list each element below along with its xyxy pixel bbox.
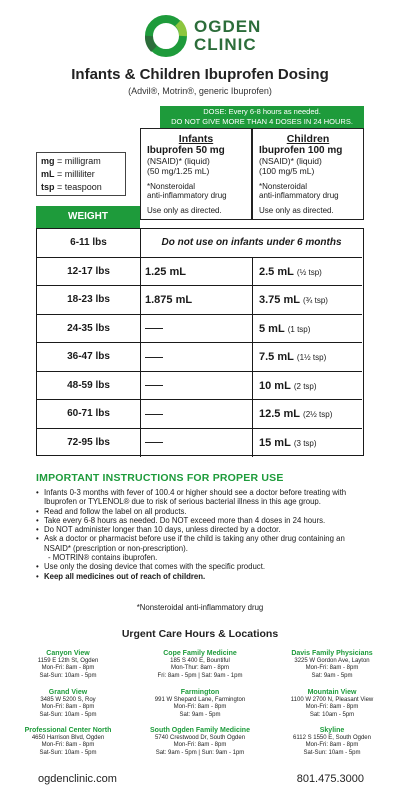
location-hours: Mon-Fri: 8am - 8pm — [41, 742, 95, 749]
phone-number[interactable]: 801.475.3000 — [296, 773, 364, 785]
location-address: 6112 S 1550 E, South Ogden — [293, 735, 371, 741]
nsaid-footnote: *Nonsteroidal anti-inflammatory drug — [136, 603, 264, 612]
location-hours: Sat-Sun: 10am - 5pm — [39, 711, 97, 718]
location-hours: Mon-Fri: 8am - 8pm — [41, 704, 95, 711]
location-south-ogden-family-medicine — [140, 727, 260, 757]
infants-heading: Infants — [178, 133, 214, 145]
bullet: • — [36, 515, 39, 525]
children-note-3: Use only as directed. — [259, 206, 334, 215]
bullet: • — [36, 506, 39, 516]
location-cope-family-medicine — [140, 650, 260, 680]
logo-line-1: OGDEN — [194, 17, 262, 36]
instruction-item — [36, 553, 366, 562]
instructions-title: IMPORTANT INSTRUCTIONS FOR PROPER USE — [36, 472, 284, 484]
children-dose: 15 mL — [259, 436, 291, 449]
children-dose-cell — [253, 343, 362, 371]
infants-drug: Ibuprofen 50 mg — [147, 145, 225, 156]
location-address: 1100 W 2700 N, Pleasant View — [290, 697, 374, 703]
urgent-care-title: Urgent Care Hours & Locations — [121, 628, 279, 640]
children-dose-cell — [253, 400, 362, 428]
location-mountain-view — [272, 689, 392, 719]
location-hours: Mon-Fri: 8am - 8pm — [305, 704, 359, 711]
infants-dose-cell: 1.875 mL — [141, 286, 253, 314]
table-row — [37, 315, 362, 344]
location-name: Mountain View — [307, 689, 357, 696]
instruction-text: Ask a doctor or pharmacist before use if the child is taking any other drug containing an NSAID* (prescription or non-prescription). — [44, 534, 345, 553]
infants-dose-cell — [141, 429, 253, 458]
location-name: Farmington — [180, 689, 220, 696]
location-name: Grand View — [48, 689, 88, 696]
infants-dose-cell — [141, 343, 253, 371]
infants-note-3: Use only as directed. — [147, 206, 222, 215]
children-dose: 2.5 mL — [259, 265, 294, 278]
table-row — [37, 372, 362, 401]
infants-form: (NSAID)* (liquid) — [147, 156, 210, 166]
children-dose: 10 mL — [259, 379, 291, 392]
children-dose-cell — [253, 315, 362, 343]
children-dose: 3.75 mL — [259, 294, 300, 306]
bullet: • — [36, 571, 39, 581]
location-address: 3485 W 5200 S, Roy — [40, 697, 96, 703]
infants-dose-cell — [141, 315, 253, 343]
abbreviation-legend — [36, 152, 126, 196]
dose-banner — [160, 106, 364, 128]
location-farmington — [140, 689, 260, 719]
location-address: 3225 W Gordon Ave, Layton — [294, 658, 370, 664]
infants-note-2: anti-inflammatory drug — [147, 191, 227, 200]
instructions-list — [36, 488, 366, 581]
teaspoon-equivalent: (¾ tsp) — [303, 296, 328, 305]
instruction-item — [36, 516, 366, 525]
children-dose: 12.5 mL — [259, 408, 300, 420]
table-row — [37, 343, 362, 372]
instruction-text: Read and follow the label on all products. — [44, 506, 187, 516]
weight-cell: 6-11 lbs — [37, 229, 141, 257]
infants-note-1: *Nonsteroidal — [147, 182, 196, 191]
instruction-text: Use only the dosing device that comes with the specific product. — [44, 562, 266, 572]
logo-ring-icon — [144, 14, 188, 58]
location-skyline — [272, 727, 392, 757]
warning-cell: Do not use on infants under 6 months — [161, 237, 342, 248]
teaspoon-equivalent: (3 tsp) — [293, 438, 317, 448]
instruction-text: - MOTRIN® contains ibuprofen. — [48, 553, 158, 563]
logo-line-2: CLINIC — [194, 35, 257, 54]
children-form: (NSAID)* (liquid) — [259, 156, 322, 166]
abbr-meaning: milligram — [64, 156, 101, 166]
website-link[interactable]: ogdenclinic.com — [38, 773, 117, 785]
page-title: Infants & Children Ibuprofen Dosing — [71, 66, 329, 83]
location-hours: Sat: 10am - 5pm — [309, 711, 355, 718]
location-hours: Mon-Fri: 8am - 8pm — [173, 704, 227, 711]
location-name: Professional Center North — [24, 727, 112, 734]
children-dose-cell — [253, 372, 362, 400]
location-hours: Sat-Sun: 10am - 5pm — [303, 749, 361, 756]
table-row — [37, 286, 362, 315]
children-concentration: (100 mg/5 mL) — [259, 166, 315, 176]
not-applicable-dash — [145, 385, 163, 386]
infants-column-header — [140, 128, 252, 220]
table-row — [37, 400, 362, 429]
dose-banner-line-1: DOSE: Every 6-8 hours as needed. — [203, 107, 321, 116]
infants-dose-cell — [141, 372, 253, 400]
abbr-term: mg — [41, 156, 55, 166]
children-dose: 5 mL — [259, 322, 285, 335]
teaspoon-equivalent: (1 tsp) — [287, 324, 311, 334]
not-applicable-dash — [145, 328, 163, 329]
location-hours: Mon-Fri: 8am - 8pm — [41, 665, 95, 672]
location-address: 1159 E 12th St, Ogden — [37, 658, 99, 664]
location-hours: Sat: 9am - 5pm — [311, 672, 353, 679]
location-hours: Mon-Fri: 8am - 8pm — [305, 742, 359, 749]
teaspoon-equivalent: (½ tsp) — [296, 267, 322, 277]
location-name: South Ogden Family Medicine — [150, 727, 250, 734]
dose-banner-line-2: DO NOT GIVE MORE THAN 4 DOSES IN 24 HOURS. — [171, 117, 353, 126]
instruction-item — [36, 507, 366, 516]
abbr-term: tsp — [41, 182, 55, 192]
location-name: Skyline — [319, 727, 345, 734]
weight-cell: 60-71 lbs — [37, 400, 141, 428]
abbr-meaning: teaspoon — [64, 182, 102, 192]
location-hours: Sat-Sun: 10am - 5pm — [39, 749, 97, 756]
instruction-item — [36, 525, 366, 534]
bullet: • — [36, 525, 39, 535]
children-heading: Children — [286, 133, 330, 145]
table-row — [37, 429, 362, 458]
location-hours: Sat-Sun: 10am - 5pm — [39, 672, 97, 679]
location-name: Davis Family Physicians — [291, 650, 373, 657]
weight-cell: 18-23 lbs — [37, 286, 141, 314]
location-hours: Mon-Fri: 8am - 8pm — [305, 665, 359, 672]
not-applicable-dash — [145, 442, 163, 443]
teaspoon-equivalent: (2½ tsp) — [303, 410, 333, 419]
children-dose-cell — [253, 429, 362, 458]
weight-cell: 24-35 lbs — [37, 315, 141, 343]
instruction-text: Do NOT administer longer than 10 days, unless directed by a doctor. — [44, 525, 281, 535]
weight-cell: 72-95 lbs — [37, 429, 141, 458]
weight-cell: 48-59 lbs — [37, 372, 141, 400]
bullet: • — [36, 562, 39, 572]
teaspoon-equivalent: (1½ tsp) — [296, 353, 327, 362]
abbr-item: mL = milliliter — [41, 169, 95, 179]
infants-concentration: (50 mg/1.25 mL) — [147, 166, 210, 176]
bullet: • — [36, 488, 39, 497]
children-dose-cell — [253, 286, 362, 314]
abbr-term: mL — [41, 169, 55, 179]
location-davis-family-physicians — [272, 650, 392, 680]
children-drug: Ibuprofen 100 mg — [259, 145, 343, 156]
location-hours: Sat: 9am - 5pm — [179, 711, 221, 718]
abbr-item: mg = milligram — [41, 156, 101, 166]
dosing-table — [36, 228, 364, 456]
table-row — [37, 258, 362, 287]
logo-text — [194, 18, 261, 54]
instruction-text: Infants 0-3 months with fever of 100.4 or higher should see a doctor before treating with Ibuprofen or TYLENOL® due to risk of serious bacterial illness in this age group. — [44, 488, 347, 507]
instruction-text: Take every 6-8 hours as needed. Do NOT exceed more than 4 doses in 24 hours. — [44, 515, 326, 525]
location-canyon-view — [8, 650, 128, 680]
ogden-clinic-logo — [144, 14, 274, 58]
bullet: • — [36, 534, 39, 544]
location-hours: Mon-Fri: 8am - 8pm — [173, 742, 227, 749]
instruction-item — [36, 534, 366, 553]
location-address: 5740 Crestwood Dr, South Ogden — [154, 735, 246, 741]
children-dose: 7.5 mL — [259, 351, 294, 363]
abbr-meaning: milliliter — [64, 169, 95, 179]
children-column-header — [252, 128, 364, 220]
children-note-2: anti-inflammatory drug — [259, 191, 339, 200]
instruction-item — [36, 562, 366, 571]
location-address: 4650 Harrison Blvd, Ogden — [31, 735, 105, 741]
location-hours: Mon-Thur: 8am - 8pm — [170, 665, 230, 672]
instruction-item — [36, 488, 366, 507]
location-grand-view — [8, 689, 128, 719]
page-subtitle: (Advil®, Motrin®, generic Ibuprofen) — [128, 86, 272, 96]
not-applicable-dash — [145, 414, 163, 415]
weight-cell: 36-47 lbs — [37, 343, 141, 371]
teaspoon-equivalent: (2 tsp) — [293, 381, 317, 391]
instruction-item — [36, 572, 366, 581]
infants-dose-cell — [141, 400, 253, 428]
abbr-item: tsp = teaspoon — [41, 182, 102, 192]
location-name: Cope Family Medicine — [163, 650, 237, 657]
location-name: Canyon View — [46, 650, 90, 657]
not-applicable-dash — [145, 357, 163, 358]
table-row — [37, 229, 362, 258]
weight-column-header: WEIGHT — [36, 206, 140, 228]
infants-dose-cell: 1.25 mL — [141, 258, 253, 286]
location-hours: Fri: 8am - 5pm | Sat: 9am - 1pm — [157, 672, 243, 679]
weight-cell: 12-17 lbs — [37, 258, 141, 286]
children-dose-cell — [253, 258, 362, 286]
location-address: 185 S 400 E, Bountiful — [170, 658, 230, 664]
location-hours: Sat: 9am - 5pm | Sun: 9am - 1pm — [155, 749, 245, 756]
instruction-text: Keep all medicines out of reach of children. — [44, 571, 206, 581]
children-note-1: *Nonsteroidal — [259, 182, 308, 191]
location-professional-center-north — [8, 727, 128, 757]
location-address: 991 W Shepard Lane, Farmington — [154, 697, 246, 703]
